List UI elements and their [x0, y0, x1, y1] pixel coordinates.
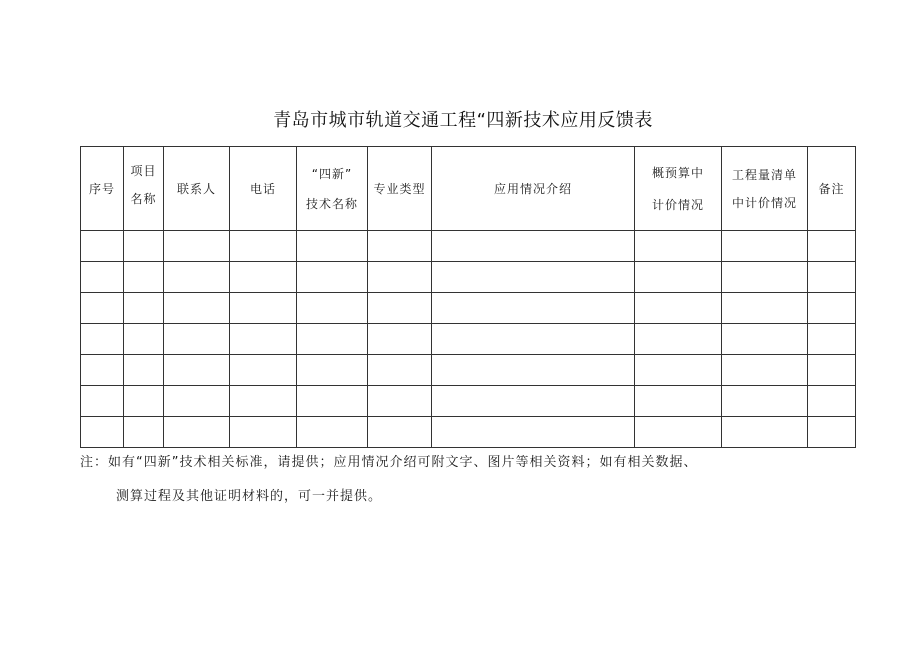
header-label: 概预算中 [651, 165, 704, 180]
header-label: 工程量清单 [731, 167, 797, 182]
table-cell[interactable] [124, 262, 164, 293]
table-cell[interactable] [230, 417, 297, 448]
header-cell-technology-name [297, 147, 368, 231]
table-row [81, 231, 856, 262]
table-cell[interactable] [81, 355, 124, 386]
table-cell[interactable] [164, 262, 230, 293]
table-row [81, 293, 856, 324]
table-cell[interactable] [164, 386, 230, 417]
table-cell[interactable] [432, 293, 635, 324]
table-row [81, 417, 856, 448]
table-cell[interactable] [81, 324, 124, 355]
header-cell-serial-number [81, 147, 124, 231]
table-cell[interactable] [230, 386, 297, 417]
table-cell[interactable] [368, 293, 432, 324]
table-cell[interactable] [432, 231, 635, 262]
document-title: 青岛市城市轨道交通工程“四新技术应用反馈表 [273, 110, 653, 131]
table-cell[interactable] [635, 386, 722, 417]
table-cell[interactable] [230, 293, 297, 324]
header-label: 专业类型 [373, 181, 426, 196]
table-cell[interactable] [230, 262, 297, 293]
table-cell[interactable] [81, 417, 124, 448]
table-cell[interactable] [722, 231, 808, 262]
table-row [81, 262, 856, 293]
table-cell[interactable] [432, 417, 635, 448]
table-cell[interactable] [432, 324, 635, 355]
table-cell[interactable] [722, 262, 808, 293]
table-cell[interactable] [124, 355, 164, 386]
table-cell[interactable] [635, 417, 722, 448]
header-cell-phone [230, 147, 297, 231]
header-label: 项目 [130, 164, 157, 178]
table-cell[interactable] [164, 231, 230, 262]
table-cell[interactable] [297, 293, 368, 324]
table-cell[interactable] [808, 324, 856, 355]
header-cell-application-description [432, 147, 635, 231]
table-cell[interactable] [808, 262, 856, 293]
table-cell[interactable] [635, 231, 722, 262]
header-cell-contact-person [164, 147, 230, 231]
header-label: 序号 [88, 181, 115, 196]
table-cell[interactable] [124, 293, 164, 324]
table-cell[interactable] [635, 324, 722, 355]
table-cell[interactable] [164, 417, 230, 448]
table-cell[interactable] [808, 386, 856, 417]
table-row [81, 386, 856, 417]
header-label: 备注 [818, 181, 845, 196]
table-cell[interactable] [368, 324, 432, 355]
table-cell[interactable] [81, 386, 124, 417]
table-cell[interactable] [722, 355, 808, 386]
table-cell[interactable] [722, 324, 808, 355]
footnote-line-2: 测算过程及其他证明材料的，可一并提供。 [116, 489, 383, 504]
table-cell[interactable] [722, 293, 808, 324]
table-cell[interactable] [81, 293, 124, 324]
table-cell[interactable] [124, 417, 164, 448]
table-cell[interactable] [124, 386, 164, 417]
table-row [81, 355, 856, 386]
table-cell[interactable] [635, 293, 722, 324]
table-cell[interactable] [297, 262, 368, 293]
table-cell[interactable] [164, 324, 230, 355]
header-cell-bill-of-quantities-pricing [722, 147, 808, 231]
header-label: 电话 [249, 181, 276, 196]
table-cell[interactable] [164, 293, 230, 324]
table-cell[interactable] [368, 262, 432, 293]
header-label: 联系人 [176, 181, 216, 196]
table-cell[interactable] [230, 324, 297, 355]
header-cell-specialty-type [368, 147, 432, 231]
table-cell[interactable] [81, 231, 124, 262]
table-cell[interactable] [124, 324, 164, 355]
table-cell[interactable] [164, 355, 230, 386]
table-cell[interactable] [722, 386, 808, 417]
table-cell[interactable] [368, 417, 432, 448]
header-cell-project-name [124, 147, 164, 231]
table-cell[interactable] [808, 231, 856, 262]
header-label: 中计价情况 [731, 195, 797, 210]
header-label: 计价情况 [651, 197, 704, 212]
table-cell[interactable] [368, 386, 432, 417]
header-row [81, 147, 856, 231]
header-label: “四新” [311, 166, 353, 181]
table-cell[interactable] [432, 355, 635, 386]
table-cell[interactable] [297, 231, 368, 262]
table-cell[interactable] [432, 262, 635, 293]
table-cell[interactable] [368, 355, 432, 386]
table-cell[interactable] [368, 231, 432, 262]
table-cell[interactable] [297, 324, 368, 355]
table-cell[interactable] [808, 417, 856, 448]
table-cell[interactable] [81, 262, 124, 293]
header-label: 应用情况介绍 [493, 181, 572, 196]
table-row [81, 324, 856, 355]
table-cell[interactable] [635, 262, 722, 293]
table-cell[interactable] [297, 355, 368, 386]
feedback-table [80, 146, 856, 448]
table-cell[interactable] [297, 386, 368, 417]
footnote-line-1: 注：如有“四新”技术相关标准，请提供；应用情况介绍可附文字、图片等相关资料；如有相关数据、 [80, 455, 698, 470]
table-cell[interactable] [124, 231, 164, 262]
table-cell[interactable] [432, 386, 635, 417]
header-cell-remarks [808, 147, 856, 231]
table-cell[interactable] [808, 355, 856, 386]
table-cell[interactable] [230, 355, 297, 386]
table-cell[interactable] [230, 231, 297, 262]
table-cell[interactable] [808, 293, 856, 324]
table-cell[interactable] [297, 417, 368, 448]
header-label: 技术名称 [305, 196, 358, 211]
table-cell[interactable] [722, 417, 808, 448]
header-label: 名称 [130, 192, 157, 206]
table-cell[interactable] [635, 355, 722, 386]
header-cell-budget-pricing [635, 147, 722, 231]
